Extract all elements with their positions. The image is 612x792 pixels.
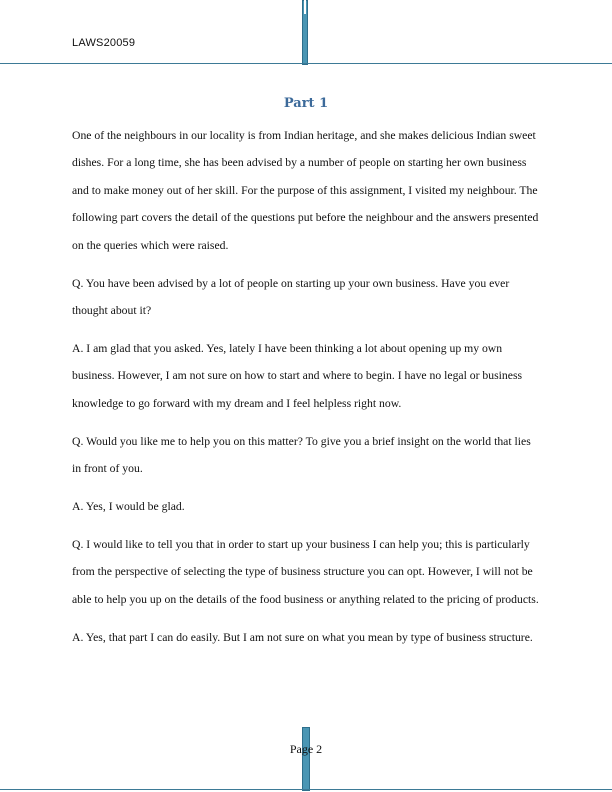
body-text: [72, 122, 542, 661]
header-rule: [0, 63, 612, 64]
paragraph-intro: One of the neighbours in our locality is from Indian heritage, and she makes delicious Indian sweet dishes. For a long time, she has been advised by a number of people on starting her own business and to make money out of her skill. For the purpose of this assignment, I visited my neighbour. The following part covers the detail of the questions put before the neighbour and the answers presented on the queries which were raised.: [72, 129, 539, 252]
running-head: LAWS20059: [72, 37, 136, 49]
paragraph-answer-1: A. I am glad that you asked. Yes, lately I have been thinking a lot about opening up my own business. However, I am not sure on how to start and where to begin. I have no legal or business knowledge to go forward with my dream and I feel helpless right now.: [72, 341, 523, 410]
paragraph-answer-3: A. Yes, that part I can do easily. But I am not sure on what you mean by type of business structure.: [72, 630, 533, 644]
footer-tab-decoration: [302, 727, 310, 791]
paragraph-question-2: Q. Would you like me to help you on this matter? To give you a brief insight on the world that lies in front of you.: [72, 434, 531, 475]
header-tab-highlight: [304, 0, 306, 14]
paragraph-question-1: Q. You have been advised by a lot of people on starting up your own business. Have you ever thought about it?: [72, 276, 510, 317]
footer-rule: [0, 789, 612, 790]
paragraph-question-3: Q. I would like to tell you that in order to start up your business I can help you; this is particularly from the perspective of selecting the type of business structure you can opt. However, I will not be able to help you up on the details of the food business or anything related to the pricing of products.: [72, 537, 539, 606]
paragraph-answer-2: A. Yes, I would be glad.: [72, 499, 185, 513]
page-number: Page 2: [289, 742, 323, 756]
section-heading: Part 1: [283, 96, 329, 111]
